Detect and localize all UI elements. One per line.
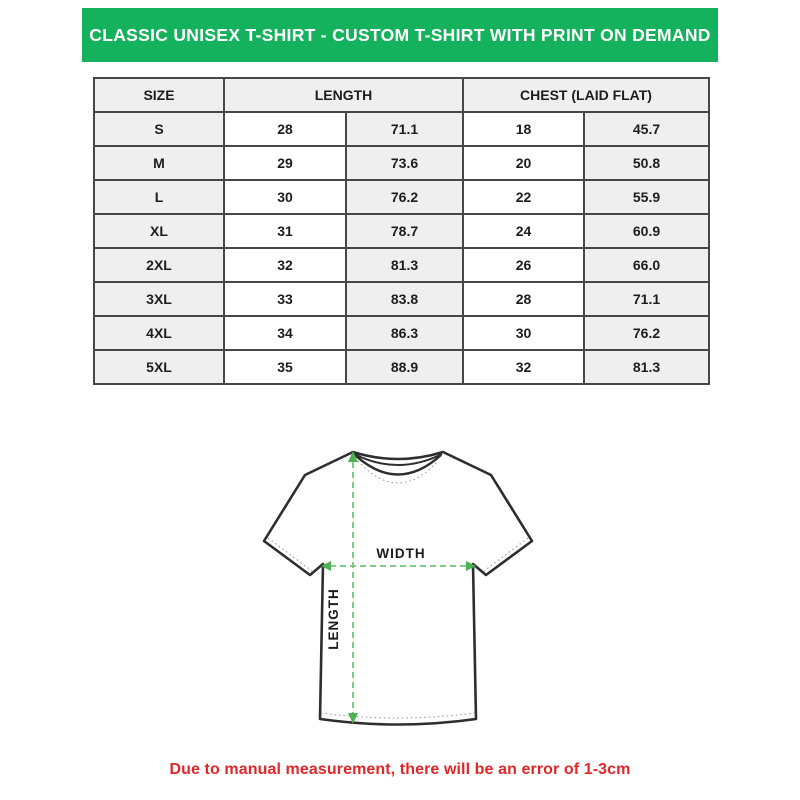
cell-size: XL [94,214,224,248]
cell-chest-cm: 81.3 [584,350,709,384]
cell-length-cm: 88.9 [346,350,463,384]
width-label: WIDTH [376,546,426,561]
cell-length-in: 30 [224,180,346,214]
table-row [94,282,709,316]
cell-length-in: 33 [224,282,346,316]
table-row [94,146,709,180]
cell-chest-cm: 66.0 [584,248,709,282]
table-row [94,316,709,350]
tshirt-measurement-diagram [240,428,560,754]
table-row [94,214,709,248]
cell-size: 2XL [94,248,224,282]
size-chart-table [93,77,710,385]
cell-length-cm: 81.3 [346,248,463,282]
measurement-error-note: Due to manual measurement, there will be an error of 1-3cm [169,761,631,778]
cell-size: L [94,180,224,214]
cell-chest-cm: 45.7 [584,112,709,146]
cell-length-cm: 76.2 [346,180,463,214]
cell-size: 4XL [94,316,224,350]
cell-chest-cm: 60.9 [584,214,709,248]
cell-size: 3XL [94,282,224,316]
cell-size: S [94,112,224,146]
cell-chest-cm: 55.9 [584,180,709,214]
col-header-length: LENGTH [224,78,463,112]
cell-chest-in: 18 [463,112,584,146]
cell-chest-in: 26 [463,248,584,282]
cell-length-in: 35 [224,350,346,384]
table-row [94,112,709,146]
cell-size: 5XL [94,350,224,384]
tshirt-diagram-svg [240,428,560,754]
table-row [94,180,709,214]
table-row [94,248,709,282]
cell-chest-in: 28 [463,282,584,316]
cell-chest-in: 32 [463,350,584,384]
cell-chest-in: 24 [463,214,584,248]
col-header-size: SIZE [94,78,224,112]
cell-length-in: 28 [224,112,346,146]
col-header-chest: CHEST (LAID FLAT) [463,78,709,112]
cell-length-in: 32 [224,248,346,282]
cell-chest-cm: 76.2 [584,316,709,350]
cell-chest-in: 20 [463,146,584,180]
cell-length-cm: 86.3 [346,316,463,350]
page-title: CLASSIC UNISEX T-SHIRT - CUSTOM T-SHIRT WITH PRINT ON DEMAND [89,24,711,45]
cell-length-cm: 83.8 [346,282,463,316]
title-banner [82,8,718,62]
cell-chest-in: 30 [463,316,584,350]
cell-length-in: 29 [224,146,346,180]
cell-chest-cm: 71.1 [584,282,709,316]
cell-chest-in: 22 [463,180,584,214]
header-row [94,78,709,112]
table-row [94,350,709,384]
cell-length-in: 31 [224,214,346,248]
cell-length-cm: 73.6 [346,146,463,180]
cell-length-in: 34 [224,316,346,350]
cell-length-cm: 71.1 [346,112,463,146]
cell-size: M [94,146,224,180]
tshirt-outline [264,452,532,725]
length-label: LENGTH [326,588,341,650]
cell-length-cm: 78.7 [346,214,463,248]
cell-chest-cm: 50.8 [584,146,709,180]
